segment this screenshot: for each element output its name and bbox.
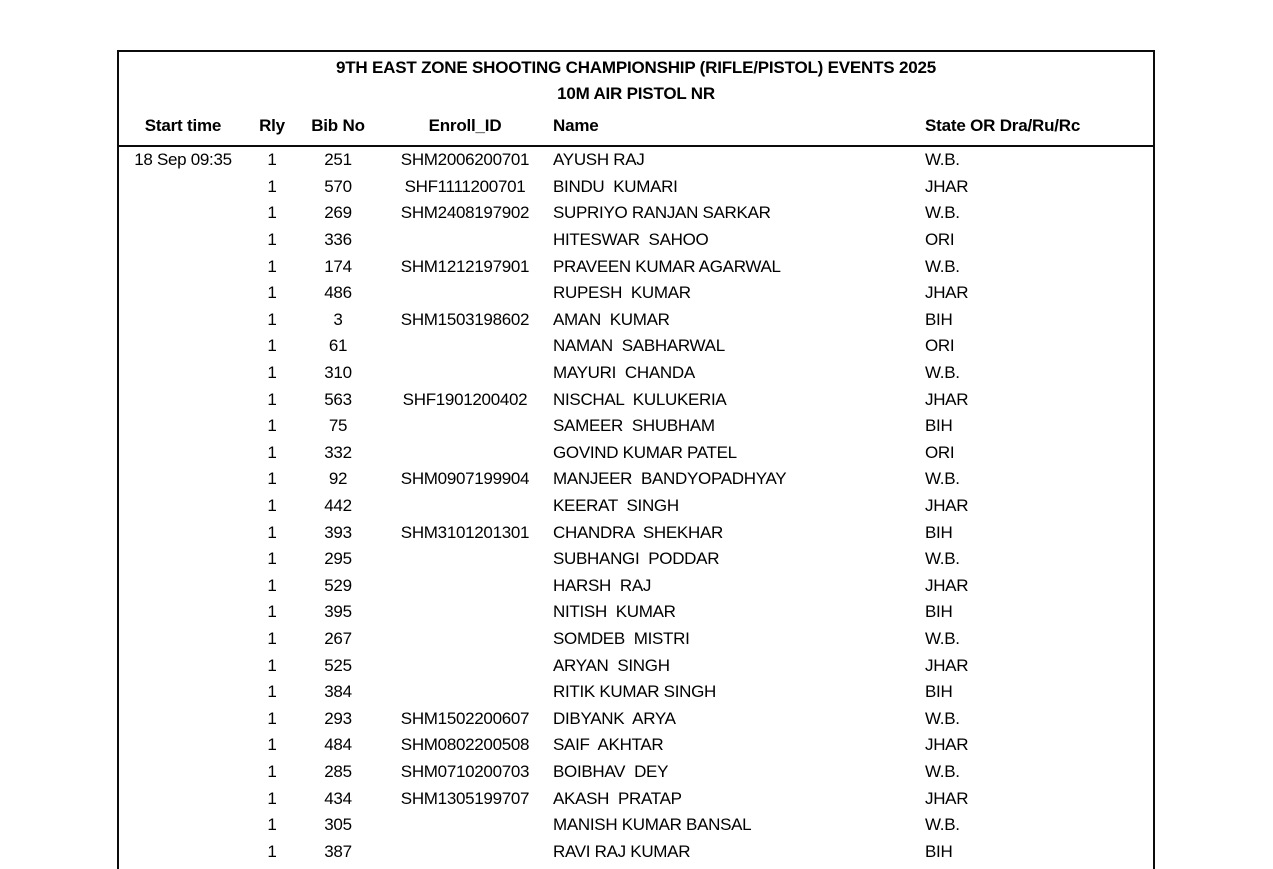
cell-state: JHAR bbox=[925, 283, 969, 303]
cell-bib-no: 269 bbox=[324, 203, 352, 223]
cell-state: BIH bbox=[925, 841, 953, 861]
cell-bib-no: 251 bbox=[324, 150, 352, 170]
start-list-table bbox=[117, 50, 1155, 869]
cell-name: HARSH RAJ bbox=[553, 575, 652, 595]
cell-rly: 1 bbox=[267, 788, 277, 808]
cell-rly: 1 bbox=[267, 655, 277, 675]
table-row bbox=[119, 360, 1153, 387]
cell-enroll-id: SHM1503198602 bbox=[400, 309, 530, 329]
cell-state: ORI bbox=[925, 442, 955, 462]
column-header-enroll-id: Enroll_ID bbox=[428, 116, 502, 135]
cell-bib-no: 395 bbox=[324, 602, 352, 622]
cell-state: W.B. bbox=[925, 150, 960, 170]
cell-bib-no: 570 bbox=[324, 176, 352, 196]
cell-name: BOIBHAV DEY bbox=[553, 761, 669, 781]
cell-name: KEERAT SINGH bbox=[553, 496, 679, 516]
cell-rly: 1 bbox=[267, 841, 277, 861]
table-row bbox=[119, 466, 1153, 493]
cell-bib-no: 92 bbox=[328, 469, 348, 489]
cell-rly: 1 bbox=[267, 336, 277, 356]
cell-bib-no: 529 bbox=[324, 575, 352, 595]
cell-name: HITESWAR SAHOO bbox=[553, 230, 709, 250]
cell-rly: 1 bbox=[267, 283, 277, 303]
table-row bbox=[119, 679, 1153, 706]
cell-rly: 1 bbox=[267, 549, 277, 569]
cell-state: BIH bbox=[925, 416, 953, 436]
cell-rly: 1 bbox=[267, 469, 277, 489]
cell-bib-no: 434 bbox=[324, 788, 352, 808]
cell-bib-no: 393 bbox=[324, 522, 352, 542]
cell-state: W.B. bbox=[925, 628, 960, 648]
table-row bbox=[119, 280, 1153, 307]
cell-enroll-id: SHM2006200701 bbox=[400, 150, 530, 170]
cell-bib-no: 384 bbox=[324, 682, 352, 702]
cell-bib-no: 525 bbox=[324, 655, 352, 675]
cell-rly: 1 bbox=[267, 176, 277, 196]
cell-rly: 1 bbox=[267, 815, 277, 835]
cell-bib-no: 305 bbox=[324, 815, 352, 835]
cell-state: W.B. bbox=[925, 203, 960, 223]
cell-enroll-id: SHM0802200508 bbox=[400, 735, 530, 755]
cell-bib-no: 486 bbox=[324, 283, 352, 303]
cell-bib-no: 484 bbox=[324, 735, 352, 755]
cell-name: NAMAN SABHARWAL bbox=[553, 336, 725, 356]
cell-state: JHAR bbox=[925, 389, 969, 409]
table-row bbox=[119, 200, 1153, 227]
cell-bib-no: 295 bbox=[324, 549, 352, 569]
table-row bbox=[119, 705, 1153, 732]
cell-rly: 1 bbox=[267, 708, 277, 728]
cell-name: MANJEER BANDYOPADHYAY bbox=[553, 469, 787, 489]
cell-name: SAMEER SHUBHAM bbox=[553, 416, 715, 436]
cell-rly: 1 bbox=[267, 256, 277, 276]
cell-rly: 1 bbox=[267, 363, 277, 383]
table-row bbox=[119, 652, 1153, 679]
cell-bib-no: 563 bbox=[324, 389, 352, 409]
cell-start-time: 18 Sep 09:35 bbox=[134, 150, 232, 170]
cell-enroll-id: SHF1901200402 bbox=[402, 389, 528, 409]
cell-state: ORI bbox=[925, 230, 955, 250]
table-row bbox=[119, 785, 1153, 812]
column-header-name: Name bbox=[553, 116, 599, 135]
cell-bib-no: 336 bbox=[324, 230, 352, 250]
cell-bib-no: 75 bbox=[328, 416, 348, 436]
cell-state: W.B. bbox=[925, 363, 960, 383]
cell-name: NITISH KUMAR bbox=[553, 602, 676, 622]
cell-rly: 1 bbox=[267, 628, 277, 648]
column-header-start-time: Start time bbox=[144, 116, 222, 135]
cell-rly: 1 bbox=[267, 230, 277, 250]
cell-rly: 1 bbox=[267, 522, 277, 542]
cell-state: JHAR bbox=[925, 788, 969, 808]
cell-name: CHANDRA SHEKHAR bbox=[553, 522, 723, 542]
cell-name: BINDU KUMARI bbox=[553, 176, 678, 196]
event-subtitle: 10M AIR PISTOL NR bbox=[557, 84, 715, 103]
table-row bbox=[119, 147, 1153, 174]
cell-rly: 1 bbox=[267, 389, 277, 409]
table-body bbox=[119, 147, 1153, 865]
cell-rly: 1 bbox=[267, 682, 277, 702]
document-title: 9TH EAST ZONE SHOOTING CHAMPIONSHIP (RIFLE/PISTOL) EVENTS 2025 bbox=[335, 58, 936, 77]
cell-rly: 1 bbox=[267, 735, 277, 755]
table-row bbox=[119, 546, 1153, 573]
table-row bbox=[119, 227, 1153, 254]
table-row bbox=[119, 759, 1153, 786]
cell-name: MAYURI CHANDA bbox=[553, 363, 695, 383]
cell-name: NISCHAL KULUKERIA bbox=[553, 389, 727, 409]
cell-name: SUPRIYO RANJAN SARKAR bbox=[553, 203, 771, 223]
cell-state: ORI bbox=[925, 336, 955, 356]
table-row bbox=[119, 493, 1153, 520]
cell-state: JHAR bbox=[925, 496, 969, 516]
cell-state: W.B. bbox=[925, 256, 960, 276]
cell-state: W.B. bbox=[925, 549, 960, 569]
table-row bbox=[119, 519, 1153, 546]
cell-rly: 1 bbox=[267, 761, 277, 781]
cell-enroll-id: SHM3101201301 bbox=[400, 522, 530, 542]
cell-name: DIBYANK ARYA bbox=[553, 708, 676, 728]
cell-name: PRAVEEN KUMAR AGARWAL bbox=[553, 256, 781, 276]
table-row bbox=[119, 573, 1153, 600]
cell-enroll-id: SHM1502200607 bbox=[400, 708, 530, 728]
cell-bib-no: 387 bbox=[324, 841, 352, 861]
column-header-row bbox=[119, 107, 1153, 145]
cell-state: BIH bbox=[925, 602, 953, 622]
cell-name: SUBHANGI PODDAR bbox=[553, 549, 720, 569]
cell-rly: 1 bbox=[267, 150, 277, 170]
cell-rly: 1 bbox=[267, 309, 277, 329]
cell-name: SAIF AKHTAR bbox=[553, 735, 664, 755]
table-row bbox=[119, 440, 1153, 467]
table-row bbox=[119, 838, 1153, 865]
cell-name: RITIK KUMAR SINGH bbox=[553, 682, 717, 702]
cell-rly: 1 bbox=[267, 496, 277, 516]
cell-rly: 1 bbox=[267, 442, 277, 462]
cell-name: ARYAN SINGH bbox=[553, 655, 670, 675]
cell-enroll-id: SHM1212197901 bbox=[400, 256, 530, 276]
cell-name: MANISH KUMAR BANSAL bbox=[553, 815, 752, 835]
cell-bib-no: 442 bbox=[324, 496, 352, 516]
cell-rly: 1 bbox=[267, 416, 277, 436]
table-row bbox=[119, 413, 1153, 440]
table-row bbox=[119, 386, 1153, 413]
cell-name: SOMDEB MISTRI bbox=[553, 628, 690, 648]
cell-enroll-id: SHM0907199904 bbox=[400, 469, 530, 489]
table-row bbox=[119, 333, 1153, 360]
cell-bib-no: 267 bbox=[324, 628, 352, 648]
cell-state: BIH bbox=[925, 522, 953, 542]
cell-name: RAVI RAJ KUMAR bbox=[553, 841, 691, 861]
cell-state: W.B. bbox=[925, 761, 960, 781]
cell-enroll-id: SHF1111200701 bbox=[404, 176, 526, 196]
cell-state: JHAR bbox=[925, 735, 969, 755]
cell-rly: 1 bbox=[267, 203, 277, 223]
table-row bbox=[119, 174, 1153, 201]
cell-state: JHAR bbox=[925, 655, 969, 675]
cell-name: AKASH PRATAP bbox=[553, 788, 682, 808]
table-row bbox=[119, 626, 1153, 653]
cell-name: AMAN KUMAR bbox=[553, 309, 670, 329]
cell-enroll-id: SHM2408197902 bbox=[400, 203, 530, 223]
cell-state: JHAR bbox=[925, 575, 969, 595]
cell-state: W.B. bbox=[925, 815, 960, 835]
table-row bbox=[119, 812, 1153, 839]
table-row bbox=[119, 253, 1153, 280]
cell-bib-no: 285 bbox=[324, 761, 352, 781]
column-header-rly: Rly bbox=[259, 116, 285, 135]
cell-bib-no: 310 bbox=[324, 363, 352, 383]
cell-bib-no: 293 bbox=[324, 708, 352, 728]
cell-state: BIH bbox=[925, 682, 953, 702]
cell-bib-no: 3 bbox=[333, 309, 343, 329]
table-header bbox=[119, 52, 1153, 147]
cell-name: RUPESH KUMAR bbox=[553, 283, 691, 303]
cell-enroll-id: SHM0710200703 bbox=[400, 761, 530, 781]
cell-bib-no: 174 bbox=[324, 256, 352, 276]
column-header-state: State OR Dra/Ru/Rc bbox=[925, 116, 1081, 135]
table-row bbox=[119, 732, 1153, 759]
cell-name: AYUSH RAJ bbox=[553, 150, 645, 170]
cell-state: W.B. bbox=[925, 708, 960, 728]
table-row bbox=[119, 599, 1153, 626]
cell-rly: 1 bbox=[267, 575, 277, 595]
cell-enroll-id: SHM1305199707 bbox=[400, 788, 530, 808]
cell-state: JHAR bbox=[925, 176, 969, 196]
cell-state: W.B. bbox=[925, 469, 960, 489]
cell-bib-no: 332 bbox=[324, 442, 352, 462]
cell-bib-no: 61 bbox=[328, 336, 348, 356]
cell-rly: 1 bbox=[267, 602, 277, 622]
table-row bbox=[119, 307, 1153, 334]
cell-name: GOVIND KUMAR PATEL bbox=[553, 442, 737, 462]
cell-state: BIH bbox=[925, 309, 953, 329]
column-header-bib-no: Bib No bbox=[311, 116, 365, 135]
